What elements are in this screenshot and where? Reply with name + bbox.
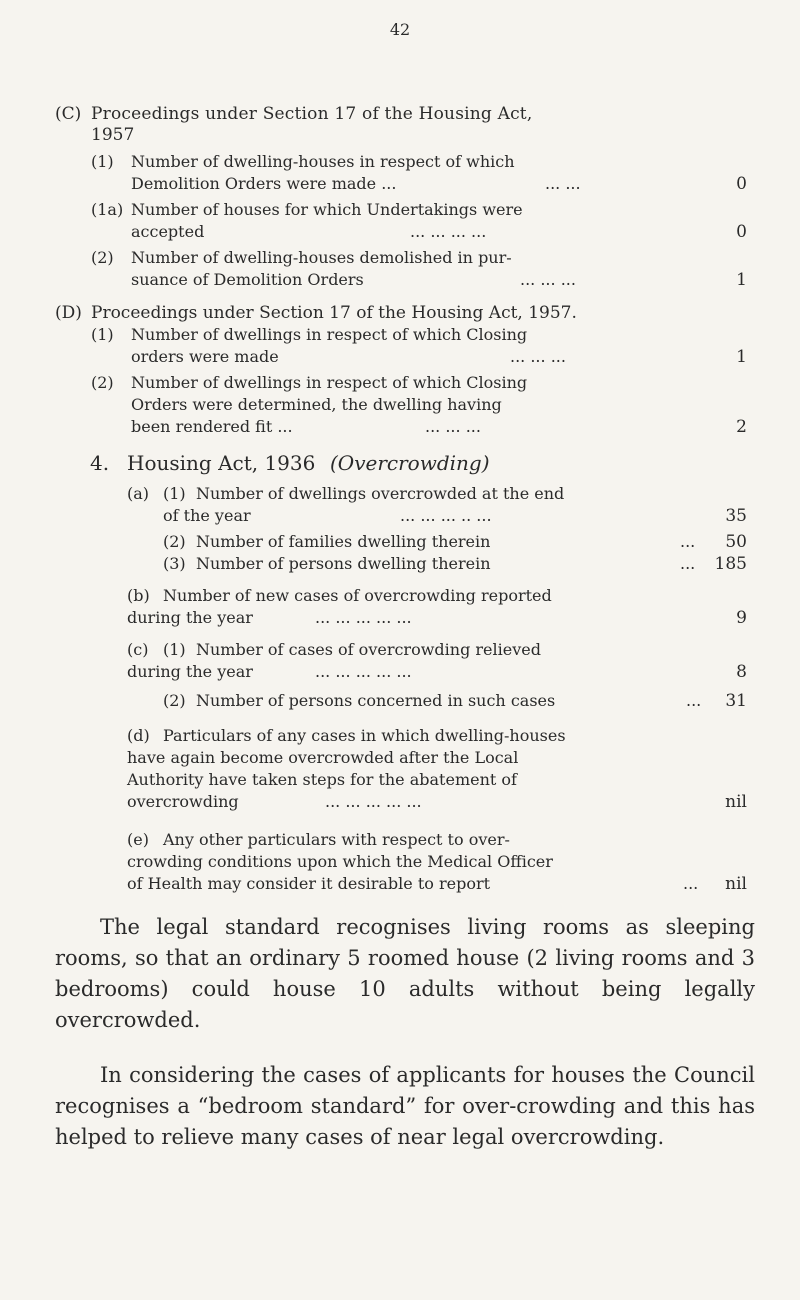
d4-leaders: ... ... ... ... ... [325, 792, 422, 811]
d-item-2-num: (2) [91, 373, 114, 392]
c-item-2-num: (2) [91, 248, 114, 267]
c-item-2-line2: suance of Demolition Orders [131, 270, 364, 289]
a-item-3-num: (3) [163, 554, 186, 573]
d4-line3: Authority have taken steps for the abatement of [127, 770, 517, 789]
c-item-2-line1: Number of dwelling-houses demolished in pur- [131, 248, 512, 267]
d4-line1: Particulars of any cases in which dwelling-houses [163, 726, 566, 745]
a-item-2-value: 50 [725, 532, 747, 552]
c-item-1a-num: (1a) [91, 200, 124, 219]
c4-item-1-value: 8 [736, 662, 747, 682]
paragraph-legal-standard [55, 912, 755, 1036]
a-item-1-line1: Number of dwellings overcrowded at the end [196, 484, 565, 503]
a-item-2-line1: Number of families dwelling therein [196, 532, 491, 551]
b-value: 9 [736, 608, 747, 628]
paragraph-text: In considering the cases of applicants for houses the Council recognises a “bedroom standard” for over-crowding and this has helped to relieve many cases of near legal overcrowding. [55, 1063, 755, 1149]
d-item-2-leaders: ... ... ... [425, 417, 481, 436]
e-line2: crowding conditions upon which the Medical Officer [127, 852, 553, 871]
c4-item-1-line1: Number of cases of overcrowding relieved [196, 640, 541, 659]
e-value: nil [725, 874, 747, 894]
section-d-letter: (D) [55, 303, 82, 323]
c-item-1-leaders: ... ... [545, 174, 581, 193]
d4-line2: have again become overcrowded after the Local [127, 748, 519, 767]
a-item-1-num: (1) [163, 484, 186, 503]
c4-item-1-num: (1) [163, 640, 186, 659]
e-line1: Any other particulars with respect to over- [163, 830, 510, 849]
a-letter: (a) [127, 484, 150, 503]
section-c-title: Proceedings under Section 17 of the Housing Act, [91, 104, 533, 124]
a-item-2-leaders: ... [680, 532, 696, 551]
page-number: 42 [389, 20, 411, 39]
a-item-1-value: 35 [725, 506, 747, 526]
c-item-2-value: 1 [736, 270, 747, 290]
d-item-2-line2: Orders were determined, the dwelling having [131, 395, 502, 414]
section-c-title-year: 1957 [91, 125, 135, 145]
a-item-1-leaders: ... ... ... .. ... [400, 506, 492, 525]
d4-letter: (d) [127, 726, 150, 745]
d4-value: nil [725, 792, 747, 812]
c4-item-2-leaders: ... [686, 691, 702, 710]
d-item-2-line1: Number of dwellings in respect of which Closing [131, 373, 528, 392]
c-item-1-line2: Demolition Orders were made ... [131, 174, 397, 193]
section-4-title: Housing Act, 1936 [127, 451, 316, 475]
d-item-2-value: 2 [736, 417, 747, 437]
c-item-1-num: (1) [91, 152, 114, 171]
b-letter: (b) [127, 586, 150, 605]
a-item-2-num: (2) [163, 532, 186, 551]
d-item-1-leaders: ... ... ... [510, 347, 566, 366]
c-item-1-line1: Number of dwelling-houses in respect of which [131, 152, 515, 171]
d-item-1-num: (1) [91, 325, 114, 344]
c4-item-2-value: 31 [725, 691, 747, 711]
c-item-1a-value: 0 [736, 222, 747, 242]
c-item-1-value: 0 [736, 174, 747, 194]
section-c-letter: (C) [55, 104, 82, 124]
section-4-subtitle: (Overcrowding) [330, 451, 490, 475]
b-line1: Number of new cases of overcrowding reported [163, 586, 552, 605]
d-item-1-value: 1 [736, 347, 747, 367]
c4-item-2-num: (2) [163, 691, 186, 710]
c4-item-1-line2: during the year [127, 662, 253, 681]
c-item-1a-leaders: ... ... ... ... [410, 222, 487, 241]
a-item-1-line2: of the year [163, 506, 251, 525]
section-4-number: 4. [90, 451, 110, 475]
c4-item-1-leaders: ... ... ... ... ... [315, 662, 412, 681]
d4-line4: overcrowding [127, 792, 239, 811]
c-item-2-leaders: ... ... ... [520, 270, 576, 289]
d-item-1-line1: Number of dwellings in respect of which Closing [131, 325, 528, 344]
c-item-1a-line1: Number of houses for which Undertakings were [131, 200, 523, 219]
e-line3: of Health may consider it desirable to report [127, 874, 491, 893]
section-d-title: Proceedings under Section 17 of the Housing Act, 1957. [91, 303, 577, 323]
a-item-3-leaders: ... [680, 554, 696, 573]
a-item-3-value: 185 [714, 554, 747, 574]
d-item-1-line2: orders were made [131, 347, 279, 366]
e-leaders: ... [683, 874, 699, 893]
paragraph-text: The legal standard recognises living rooms as sleeping rooms, so that an ordinary 5 roomed house (2 living rooms and 3 bedrooms) could house 10 adults without being legally overcrowded. [55, 915, 755, 1032]
d-item-2-line3: been rendered fit ... [131, 417, 293, 436]
c-letter: (c) [127, 640, 149, 659]
b-line2: during the year [127, 608, 253, 627]
paragraph-bedroom-standard [55, 1060, 755, 1153]
a-item-3-line1: Number of persons dwelling therein [196, 554, 491, 573]
c4-item-2-line1: Number of persons concerned in such cases [196, 691, 556, 710]
b-leaders: ... ... ... ... ... [315, 608, 412, 627]
c-item-1a-line2: accepted [131, 222, 205, 241]
e-letter: (e) [127, 830, 149, 849]
